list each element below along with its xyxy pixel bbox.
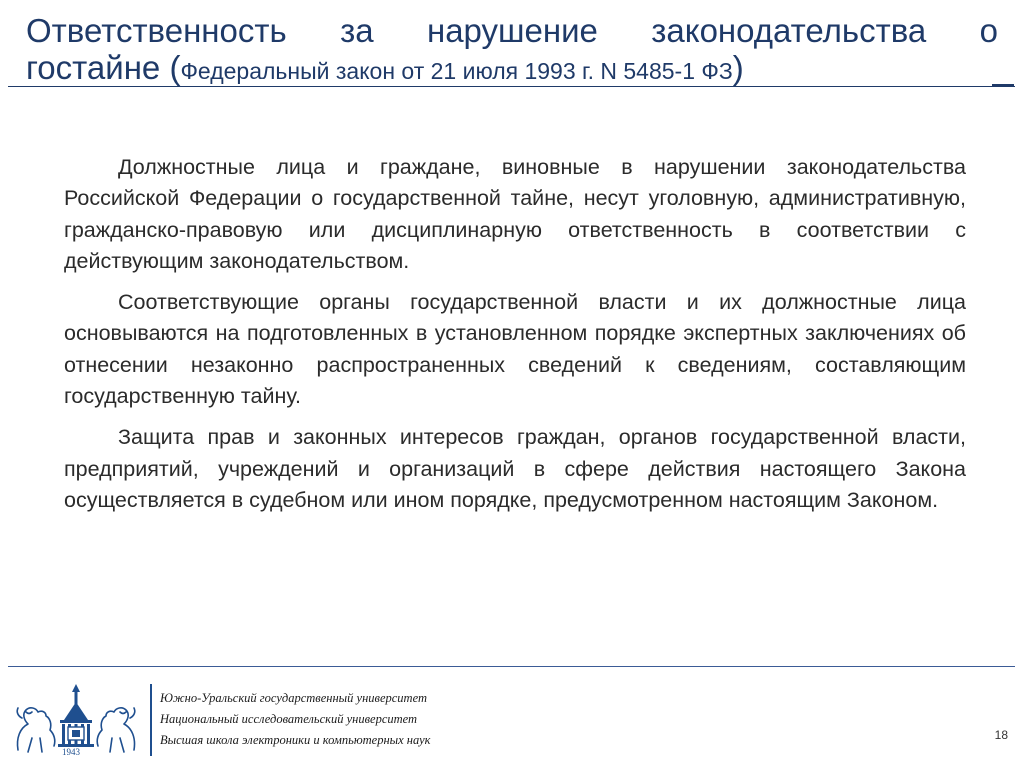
- page-number: 18: [994, 728, 1008, 742]
- footer-university-subtitle: Национальный исследовательский университет: [160, 712, 418, 726]
- slide-title-line2-main: гостайне (: [26, 49, 181, 86]
- title-divider: [8, 86, 1015, 87]
- footer-separator: [150, 684, 152, 756]
- title-divider-accent: [992, 84, 1014, 87]
- slide-title: [26, 12, 998, 90]
- footer-school-name: Высшая школа электроники и компьютерных наук: [160, 733, 431, 747]
- body-paragraph-2: Соответствующие органы государственной власти и их должностные лица основываются на подготовленных в установленном порядке экспертных заключениях об отнесении незаконно распространенных сведений к сведениям, составляющим государственную тайну.: [64, 290, 966, 409]
- slide-body: [64, 152, 966, 526]
- footer-divider: [8, 666, 1015, 667]
- footer-institution: [160, 688, 430, 751]
- slide-title-line1: Ответственность за нарушение законодательства о: [26, 12, 998, 49]
- body-paragraph-3: Защита прав и законных интересов граждан, органов государственной власти, предприятий, учреждений и организаций в сфере действия настоящего Закона осуществляется в судебном или ином порядке, предусмотренном настоящим Законом.: [64, 425, 966, 512]
- slide-title-law-reference: Федеральный закон от 21 июля 1993 г. N 5485-1 ФЗ: [180, 58, 733, 84]
- body-paragraph-1: Должностные лица и граждане, виновные в нарушении законодательства Российской Федерации о государственной тайне, несут уголовную, административную, гражданско-правовую или дисциплинарную ответственность в соответствии с действующим законодательством.: [64, 155, 966, 273]
- slide-title-line2-close: ): [732, 49, 744, 86]
- footer-university-name: Южно-Уральский государственный университет: [160, 691, 427, 705]
- logo-year: 1943: [62, 747, 80, 757]
- slide-title-line2: [26, 49, 998, 90]
